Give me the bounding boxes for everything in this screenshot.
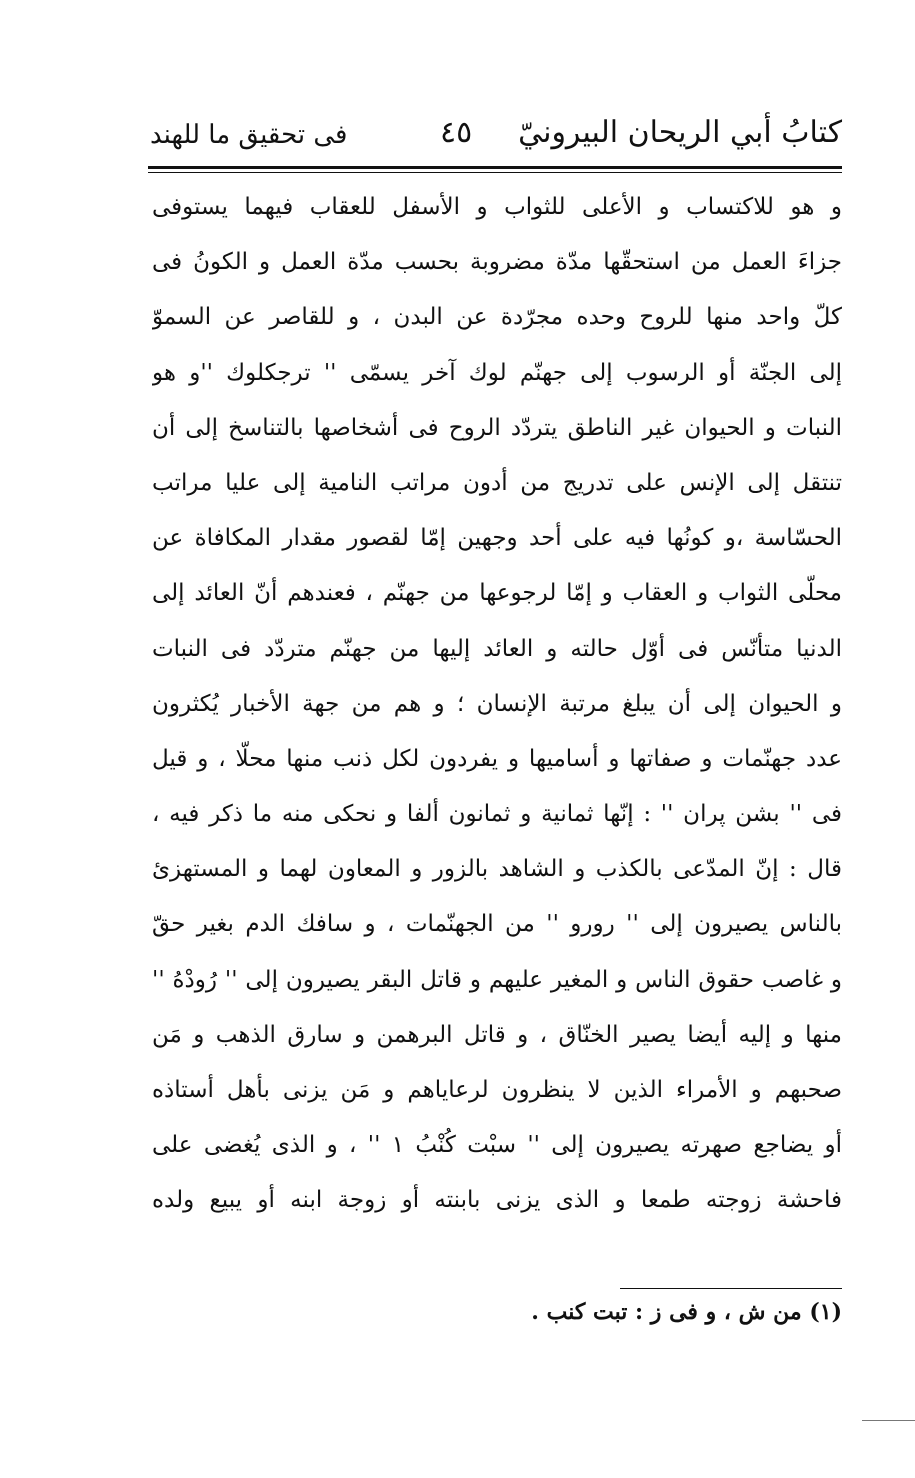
text-line: تنتقل إلى الإنس على تدريج من أدون مراتب النامية إلى عليا مراتب xyxy=(152,469,842,496)
text-line: بالناس يصيرون إلى '' رورو '' من الجهنّمات ، و سافك الدم بغير حقّ xyxy=(152,911,842,938)
text-line: و الحيوان إلى أن يبلغ مرتبة الإنسان ؛ و هم من جهة الأخبار يُكثرون xyxy=(152,690,842,717)
text-line: الدنيا متأنّس فى أوّل حالته و العائد إليها من جهنّم متردّد فى النبات xyxy=(152,635,842,662)
page-number: ٤٥ xyxy=(440,115,473,150)
text-line: النبات و الحيوان غير الناطق يتردّد الروح فى أشخاصها بالتناسخ إلى أن xyxy=(152,414,842,441)
text-line: فاحشة زوجته طمعا و الذى يزنى بابنته أو زوجة ابنه أو يبيع ولده xyxy=(152,1187,842,1214)
text-line: جزاءَ العمل من استحقّها مدّة مضروبة بحسب مدّة العمل و الكونُ فى xyxy=(152,249,842,276)
text-line: أو يضاجع صهرته يصيرون إلى '' سبْت كُنْبُ ١ '' ، و الذى يُغضى على xyxy=(152,1132,842,1159)
text-line: عدد جهنّمات و صفاتها و أساميها و يفردون لكل ذنب منها محلّا ، و قيل xyxy=(152,745,842,772)
running-subtitle: فى تحقيق ما للهند xyxy=(150,120,348,150)
header-rule-thick xyxy=(148,166,842,169)
header-rule-thin xyxy=(148,172,842,173)
text-line: فى '' بشن پران '' : إنّها ثمانية و ثمانون ألفا و نحكى منه ما ذكر فيه ، xyxy=(152,801,842,828)
text-line: و هو للاكتساب و الأعلى للثواب و الأسفل للعقاب فيهما يستوفى xyxy=(152,194,842,220)
body-text xyxy=(152,180,842,1229)
text-line: محلّى الثواب و العقاب و إمّا لرجوعها من جهنّم ، فعندهم أنّ العائد إلى xyxy=(152,580,842,607)
text-line: الحسّاسة ،و كونُها فيه على أحد وجهين إمّا لقصور مقدار المكافاة عن xyxy=(152,525,842,552)
running-header xyxy=(150,108,842,164)
text-line: إلى الجنّة أو الرسوب إلى جهنّم لوك آخر يسمّى '' ترجكلوك ''و هو xyxy=(152,359,842,386)
footnote: (١) من ش ، و فى ز : تبت كنب . xyxy=(531,1299,842,1325)
text-line: صحبهم و الأمراء الذين لا ينظرون لرعاياهم و مَن يزنى بأهل أستاذه xyxy=(152,1077,842,1103)
text-line: قال : إنّ المدّعى بالكذب و الشاهد بالزور و المعاون لهما و المستهزئ xyxy=(152,856,842,883)
text-line: منها و إليه أيضا يصير الخنّاق ، و قاتل البرهمن و سارق الذهب و مَن xyxy=(152,1021,842,1048)
running-title: كتابُ أبي الريحان البيرونيّ xyxy=(518,115,842,150)
text-line: و غاصب حقوق الناس و المغير عليهم و قاتل البقر يصيرون إلى '' رُودْهُ '' xyxy=(152,966,842,993)
text-line: كلّ واحد منها للروح وحده مجرّدة عن البدن ، و للقاصر عن السموّ xyxy=(152,304,842,331)
footnote-rule xyxy=(620,1288,842,1289)
page-edge-mark xyxy=(862,1420,915,1421)
